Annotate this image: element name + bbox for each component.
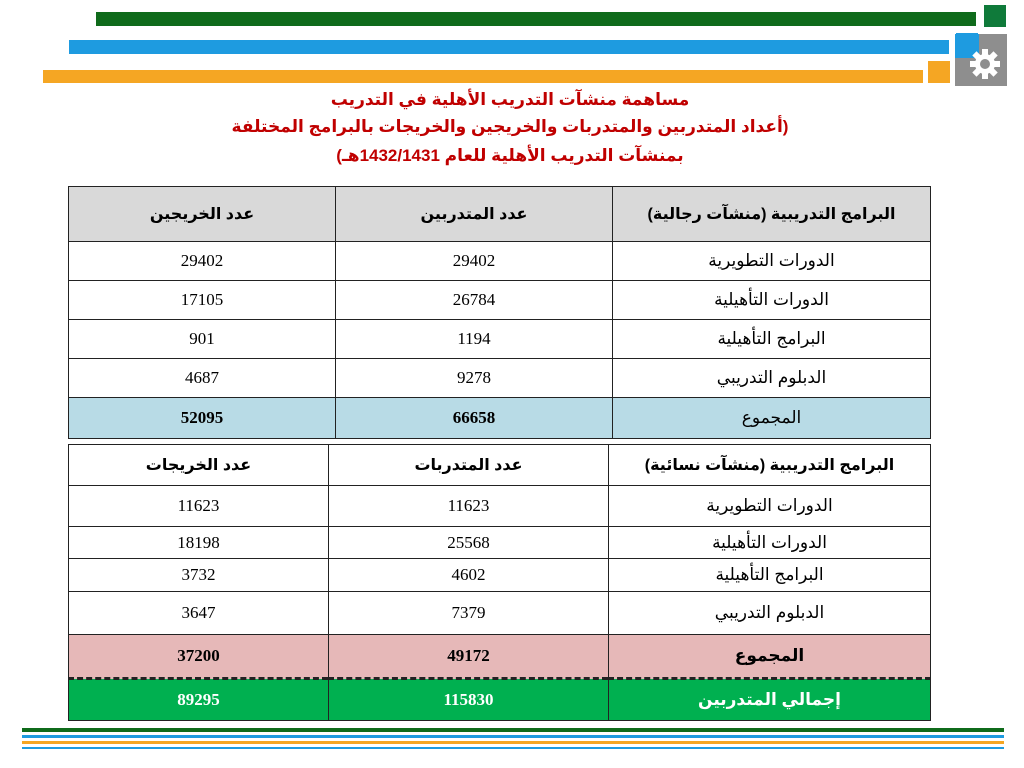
total-label: المجموع	[613, 398, 931, 439]
table-header-row	[69, 187, 931, 242]
gear-icon	[955, 34, 1007, 86]
table-row	[69, 359, 931, 398]
program-cell: الدورات التأهيلية	[613, 281, 931, 320]
program-cell: البرامج التأهيلية	[613, 320, 931, 359]
trainees-cell: 29402	[336, 242, 613, 281]
trainees-cell: 4602	[329, 559, 609, 592]
table-row	[69, 281, 931, 320]
graduates-cell: 3647	[69, 592, 329, 635]
program-cell: الدبلوم التدريبي	[609, 592, 931, 635]
total-label: المجموع	[609, 635, 931, 679]
total-graduates: 37200	[69, 635, 329, 679]
women-programs-table	[68, 444, 931, 721]
table-row	[69, 242, 931, 281]
women-total-row	[69, 635, 931, 679]
page-subtitle-year: بمنشآت التدريب الأهلية للعام 1432/1431هـ)	[336, 146, 684, 165]
trainees-cell: 11623	[329, 486, 609, 527]
total-trainees: 66658	[336, 398, 613, 439]
graduates-cell: 3732	[69, 559, 329, 592]
trainees-cell: 26784	[336, 281, 613, 320]
graduates-cell: 29402	[69, 242, 336, 281]
program-cell: الدبلوم التدريبي	[613, 359, 931, 398]
table-row	[69, 320, 931, 359]
graduates-cell: 901	[69, 320, 336, 359]
trainees-cell: 7379	[329, 592, 609, 635]
column-header-trainees: عدد المتدربات	[329, 445, 609, 486]
footer-line-blue-thin	[22, 747, 1004, 749]
column-header-program: البرامج التدريبية (منشآت رجالية)	[613, 187, 931, 242]
page-subtitle: (أعداد المتدربين والمتدربات والخريجين والخريجات بالبرامج المختلفة	[231, 117, 789, 136]
program-cell: الدورات التطويرية	[613, 242, 931, 281]
trainees-cell: 25568	[329, 527, 609, 559]
column-header-graduates: عدد الخريجين	[69, 187, 336, 242]
program-cell: البرامج التأهيلية	[609, 559, 931, 592]
trainees-cell: 9278	[336, 359, 613, 398]
header-bar-orange	[43, 70, 923, 83]
graduates-cell: 17105	[69, 281, 336, 320]
footer-line-orange	[22, 741, 1004, 744]
header-square-orange	[928, 61, 950, 83]
header-square-green	[984, 5, 1006, 27]
footer-line-green	[22, 728, 1004, 732]
trainees-cell: 1194	[336, 320, 613, 359]
graduates-cell: 4687	[69, 359, 336, 398]
graduates-cell: 11623	[69, 486, 329, 527]
program-cell: الدورات التطويرية	[609, 486, 931, 527]
table-header-row	[69, 445, 931, 486]
grand-total-label: إجمالي المتدربين	[609, 679, 931, 721]
total-graduates: 52095	[69, 398, 336, 439]
page-title: مساهمة منشآت التدريب الأهلية في التدريب	[330, 90, 690, 109]
column-header-graduates: عدد الخريجات	[69, 445, 329, 486]
table-row	[69, 486, 931, 527]
column-header-trainees: عدد المتدربين	[336, 187, 613, 242]
men-programs-table	[68, 186, 931, 439]
header-bar-blue	[69, 40, 949, 54]
total-trainees: 49172	[329, 635, 609, 679]
table-row	[69, 527, 931, 559]
program-cell: الدورات التأهيلية	[609, 527, 931, 559]
footer-line-blue	[22, 735, 1004, 738]
grand-total-trainees: 115830	[329, 679, 609, 721]
header-bar-green	[96, 12, 976, 26]
grand-total-row	[69, 679, 931, 721]
table-row	[69, 592, 931, 635]
grand-total-graduates: 89295	[69, 679, 329, 721]
column-header-program: البرامج التدريبية (منشآت نسائية)	[609, 445, 931, 486]
men-total-row	[69, 398, 931, 439]
graduates-cell: 18198	[69, 527, 329, 559]
table-row	[69, 559, 931, 592]
